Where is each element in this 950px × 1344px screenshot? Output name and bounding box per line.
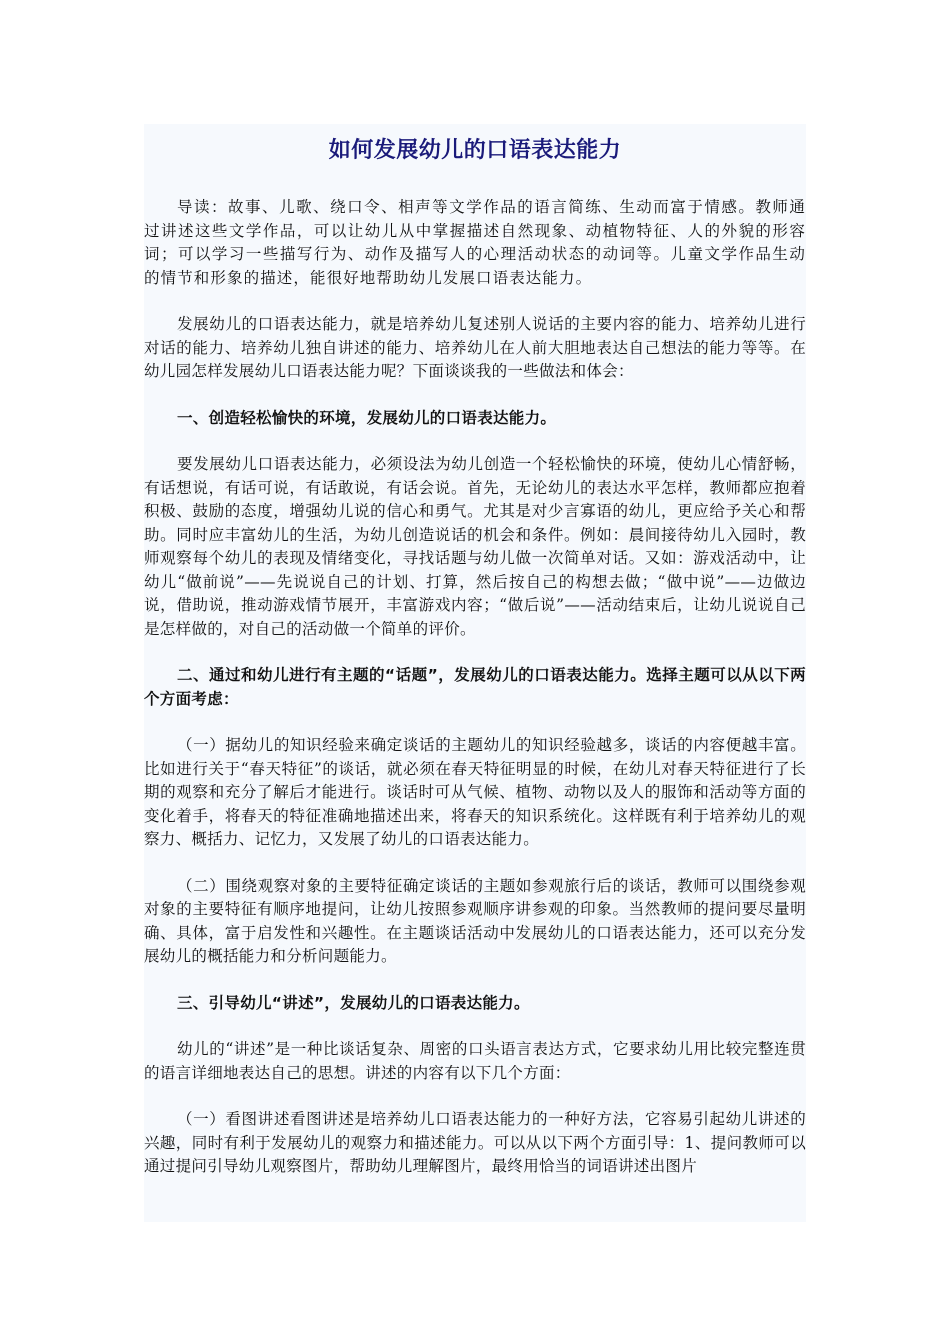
subsection-paragraph: （二）围绕观察对象的主要特征确定谈话的主题如参观旅行后的谈话，教师可以围绕参观对象的主要特征有顺序地提问，让幼儿按照参观顺序讲参观的印象。当然教师的提问要尽量明确、具体，富于启发性和兴趣性。在主题谈话活动中发展幼儿的口语表达能力，还可以充分发展幼儿的概括能力和分析问题能力。 bbox=[144, 876, 806, 965]
subsection-paragraph: （一）看图讲述看图讲述是培养幼儿口语表达能力的一种好方法，它容易引起幼儿讲述的兴趣，同时有利于发展幼儿的观察力和描述能力。可以从以下两个方面引导：1、提问教师可以通过提问引导幼儿观察图片，帮助幼儿理解图片，最终用恰当的词语讲述出图片 bbox=[144, 1110, 806, 1175]
body-paragraph: 幼儿的“讲述”是一种比谈话复杂、周密的口头语言表达方式，它要求幼儿用比较完整连贯的语言详细地表达自己的思想。讲述的内容有以下几个方面： bbox=[144, 1040, 806, 1082]
section-heading: 三、引导幼儿“讲述”，发展幼儿的口语表达能力。 bbox=[177, 993, 530, 1012]
article-title: 如何发展幼儿的口语表达能力 bbox=[328, 138, 622, 163]
intro-paragraph: 导读：故事、儿歌、绕口令、相声等文学作品的语言简练、生动而富于情感。教师通过讲述这些文学作品，可以让幼儿从中掌握描述自然现象、动植物特征、人的外貌的形容词；可以学习一些描写行为、动作及描写人的心理活动状态的动词等。儿童文学作品生动的情节和形象的描述，能很好地帮助幼儿发展口语表达能力。 bbox=[144, 198, 806, 287]
body-paragraph: 发展幼儿的口语表达能力，就是培养幼儿复述别人说话的主要内容的能力、培养幼儿进行对话的能力、培养幼儿独自讲述的能力、培养幼儿在人前大胆地表达自己想法的能力等等。在幼儿园怎样发展幼儿口语表达能力呢？下面谈谈我的一些做法和体会： bbox=[144, 315, 806, 380]
article-body bbox=[144, 196, 806, 1179]
section-heading: 二、通过和幼儿进行有主题的“话题”，发展幼儿的口语表达能力。选择主题可以从以下两个方面考虑： bbox=[144, 666, 806, 708]
section-heading: 一、创造轻松愉快的环境，发展幼儿的口语表达能力。 bbox=[177, 408, 557, 427]
subsection-paragraph: （一）据幼儿的知识经验来确定谈话的主题幼儿的知识经验越多，谈话的内容便越丰富。比如进行关于“春天特征”的谈话，就必须在春天特征明显的时候，在幼儿对春天特征进行了长期的观察和充分了解后才能进行。谈话时可从气候、植物、动物以及人的服饰和活动等方面的变化着手，将春天的特征准确地描述出来，将春天的知识系统化。这样既有利于培养幼儿的观察力、概括力、记忆力，又发展了幼儿的口语表达能力。 bbox=[144, 736, 806, 848]
document-page bbox=[144, 124, 806, 1222]
body-paragraph: 要发展幼儿口语表达能力，必须设法为幼儿创造一个轻松愉快的环境，使幼儿心情舒畅，有话想说，有话可说，有话敢说，有话会说。首先，无论幼儿的表达水平怎样，教师都应抱着积极、鼓励的态度，增强幼儿说的信心和勇气。尤其是对少言寡语的幼儿，更应给予关心和帮助。同时应丰富幼儿的生活，为幼儿创造说话的机会和条件。例如：晨间接待幼儿入园时，教师观察每个幼儿的表现及情绪变化，寻找话题与幼儿做一次简单对话。又如：游戏活动中，让幼儿“做前说”——先说说自己的计划、打算，然后按自己的构想去做；“做中说”——边做边说，借助说，推动游戏情节展开，丰富游戏内容；“做后说”——活动结束后，让幼儿说说自己是怎样做的，对自己的活动做一个简单的评价。 bbox=[144, 455, 806, 638]
